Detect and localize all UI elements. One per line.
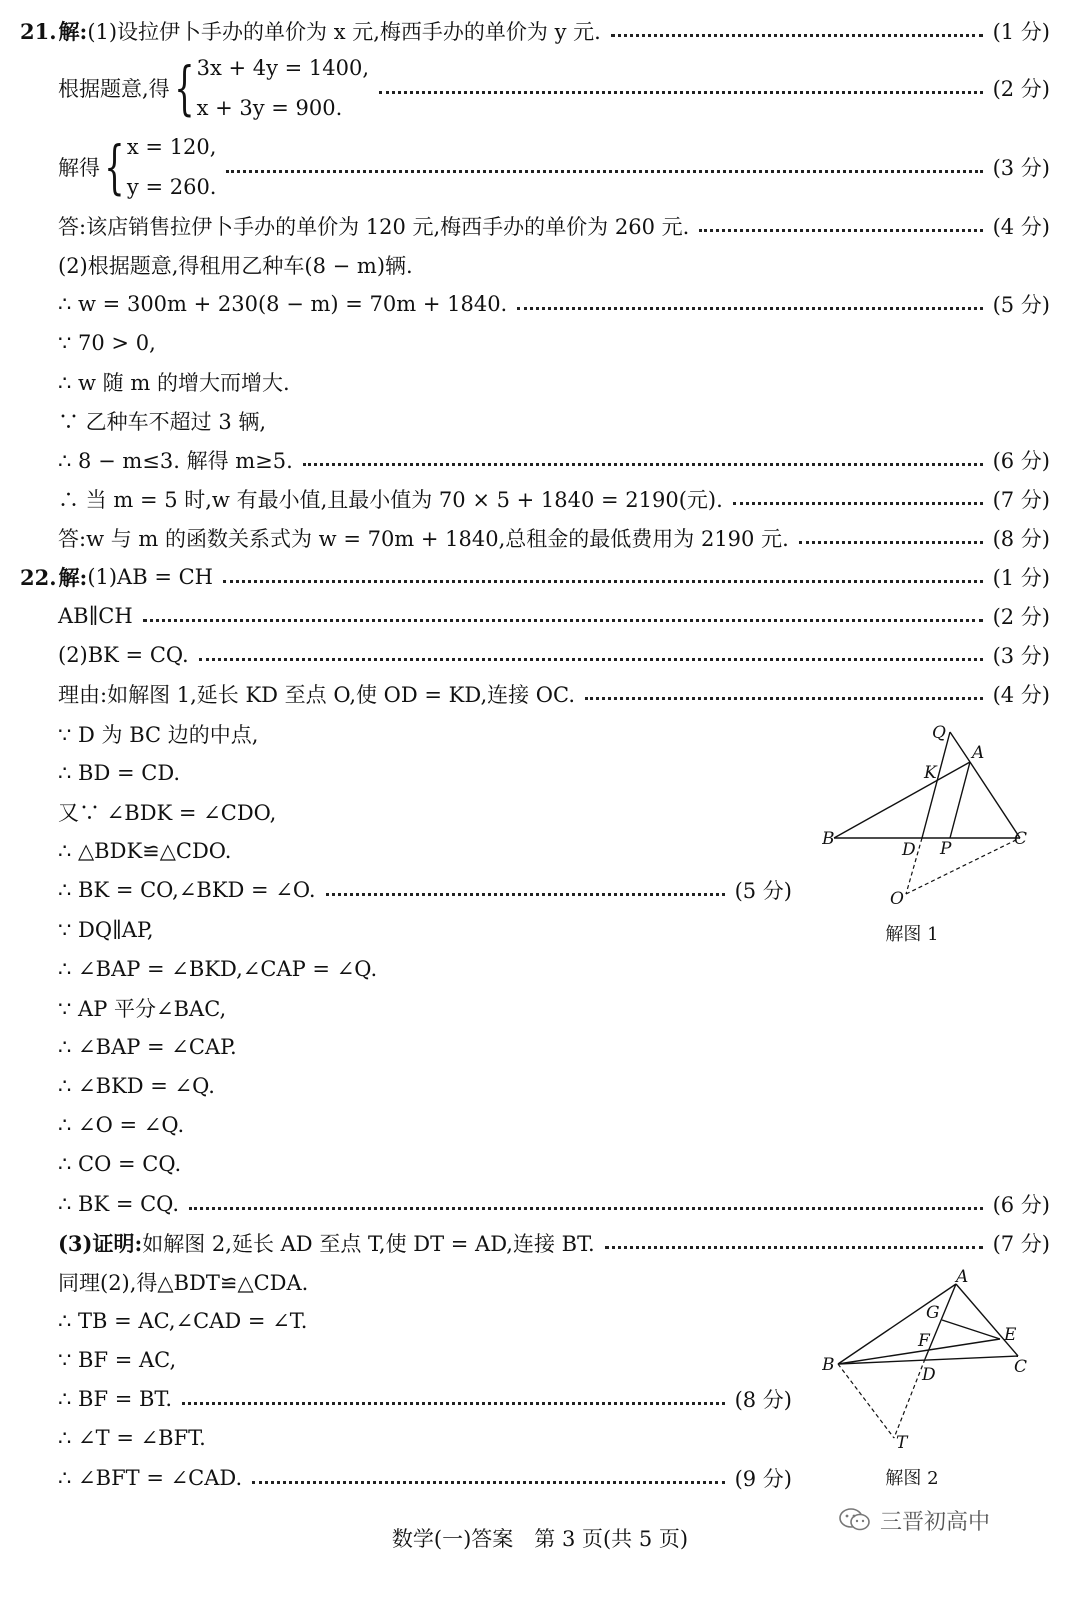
q22-line xyxy=(58,989,1050,1027)
line-text: ∵ BF = AC, xyxy=(58,1348,177,1372)
score: (1 分) xyxy=(992,566,1050,590)
score: (5 分) xyxy=(734,879,792,903)
label-d: D xyxy=(902,840,916,860)
label-t: T xyxy=(896,1433,908,1453)
line-text: (1)AB = CH xyxy=(87,565,213,589)
segment-oc-dashed xyxy=(906,838,1020,894)
q22-line xyxy=(58,950,1050,988)
score: (4 分) xyxy=(992,215,1050,239)
leader-dots xyxy=(182,1401,725,1405)
proof-label: (3)证明: xyxy=(58,1231,143,1256)
label-f: F xyxy=(918,1331,930,1351)
segment-ba xyxy=(834,762,970,838)
page-footer: 数学(一)答案 第 3 页(共 5 页) xyxy=(391,1527,689,1551)
leader-dots xyxy=(799,540,983,544)
score: (3 分) xyxy=(992,644,1050,668)
line-text: 理由:如解图 1,延长 KD 至点 O,使 OD = KD,连接 OC. xyxy=(58,683,576,707)
equation-system xyxy=(170,48,369,128)
q21-line xyxy=(58,363,1050,401)
leader-dots xyxy=(199,657,983,661)
score: (1 分) xyxy=(992,20,1050,44)
q21-line xyxy=(58,519,1050,557)
figure-1-caption: 解图 1 xyxy=(885,924,939,945)
q21-line xyxy=(58,324,1050,362)
line-text: ∴ ∠BKD = ∠Q. xyxy=(58,1074,215,1098)
line-text: ∴ ∠BAP = ∠BKD,∠CAP = ∠Q. xyxy=(58,957,378,981)
q22-line xyxy=(58,636,1050,674)
equation: x = 120, xyxy=(126,135,217,159)
score: (4 分) xyxy=(992,683,1050,707)
label-e: E xyxy=(1004,1325,1017,1345)
q22-line xyxy=(58,1419,792,1457)
line-text: (2)BK = CQ. xyxy=(58,643,189,667)
q21-system-2-prefix: 解得 xyxy=(58,156,100,180)
segment-dt-dashed xyxy=(894,1359,925,1438)
q22-line xyxy=(58,1067,1050,1105)
line-text: 答:该店销售拉伊卜手办的单价为 120 元,梅西手办的单价为 260 元. xyxy=(58,215,690,239)
score: (7 分) xyxy=(992,488,1050,512)
q22-line xyxy=(58,1145,1050,1183)
q21-text-1: (1)设拉伊卜手办的单价为 x 元,梅西手办的单价为 y 元. xyxy=(87,20,601,44)
line-text: ∴ BK = CQ. xyxy=(58,1192,180,1216)
label-p: P xyxy=(940,839,952,859)
score: (3 分) xyxy=(992,156,1050,180)
q21-system-1-prefix: 根据题意,得 xyxy=(58,77,170,101)
score: (9 分) xyxy=(734,1467,792,1491)
brace-icon: { xyxy=(173,54,195,122)
line-text: AB∥CH xyxy=(58,604,133,628)
q22-line xyxy=(58,715,792,753)
wechat-icon xyxy=(838,1507,872,1533)
score: (8 分) xyxy=(734,1388,792,1412)
leader-dots xyxy=(733,501,983,505)
score: (6 分) xyxy=(992,449,1050,473)
equation: 3x + 4y = 1400, xyxy=(196,56,370,80)
label-b: B xyxy=(822,1355,835,1375)
label-g: G xyxy=(926,1303,940,1323)
q21-system-1 xyxy=(58,48,1050,128)
label-a: A xyxy=(956,1268,969,1287)
figure-2-caption: 解图 2 xyxy=(885,1468,939,1489)
score: (2 分) xyxy=(992,605,1050,629)
q21-label: 解: xyxy=(58,19,88,44)
line-text: ∴ ∠BFT = ∠CAD. xyxy=(58,1466,243,1490)
leader-dots xyxy=(223,579,983,583)
q21-line xyxy=(58,480,1050,518)
leader-dots xyxy=(252,1480,724,1484)
q22-line xyxy=(58,871,792,909)
q22-line xyxy=(58,1106,1050,1144)
q22-line xyxy=(58,911,792,949)
segment-ap xyxy=(950,762,970,838)
q22-line xyxy=(58,1302,792,1340)
leader-dots xyxy=(517,306,982,310)
leader-dots xyxy=(143,618,983,622)
line-text: 答:w 与 m 的函数关系式为 w = 70m + 1840,总租金的最低费用为 2190 元. xyxy=(58,527,789,551)
segment-dq xyxy=(922,732,950,838)
equation-system xyxy=(100,127,216,207)
line-text: 同理(2),得△BDT≌△CDA. xyxy=(58,1271,309,1295)
line-text: 如解图 2,延长 AD 至点 T,使 DT = AD,连接 BT. xyxy=(142,1232,595,1256)
line-text: ∴ 8 − m≤3. 解得 m≥5. xyxy=(58,449,293,473)
label-o: O xyxy=(890,889,904,909)
line-text: ∵ 乙种车不超过 3 辆, xyxy=(58,410,267,434)
segment-bt-dashed xyxy=(838,1364,894,1438)
line-text: ∵ DQ∥AP, xyxy=(58,918,154,942)
watermark xyxy=(838,1500,990,1540)
line-text: ∵ 70 > 0, xyxy=(58,331,156,355)
leader-dots xyxy=(585,696,983,700)
line-text: ∴ ∠T = ∠BFT. xyxy=(58,1426,206,1450)
q21-number: 21. xyxy=(20,18,57,44)
line-text: (2)根据题意,得租用乙种车(8 − m)辆. xyxy=(58,254,413,278)
line-text: ∴ TB = AC,∠CAD = ∠T. xyxy=(58,1309,308,1333)
q22-line xyxy=(58,1263,792,1301)
q22-line xyxy=(58,597,1050,635)
label-c: C xyxy=(1014,1357,1028,1377)
label-b: B xyxy=(822,829,835,849)
line-text: ∴ CO = CQ. xyxy=(58,1152,182,1176)
line-text: ∴ BF = BT. xyxy=(58,1387,173,1411)
leader-dots xyxy=(605,1245,983,1249)
q22-label: 解: xyxy=(58,565,88,590)
segment-ac xyxy=(970,762,1020,838)
equation: y = 260. xyxy=(126,175,217,199)
label-q: Q xyxy=(932,723,946,743)
score: (5 分) xyxy=(992,293,1050,317)
segment-qa xyxy=(950,732,970,762)
line-text: ∵ D 为 BC 边的中点, xyxy=(58,723,259,747)
figure-1-diagram xyxy=(822,718,1032,913)
line-text: 又∵ ∠BDK = ∠CDO, xyxy=(58,801,277,825)
q22-line xyxy=(58,1224,1050,1262)
line-text: ∵ AP 平分∠BAC, xyxy=(58,997,227,1021)
line-text: ∴ ∠O = ∠Q. xyxy=(58,1113,185,1137)
q21-line xyxy=(58,207,1050,245)
label-d: D xyxy=(922,1365,936,1385)
segment-ge xyxy=(942,1320,1000,1339)
q22-number: 22. xyxy=(20,564,57,590)
leader-dots xyxy=(326,892,725,896)
q22-line xyxy=(58,1380,792,1418)
segment-ba xyxy=(838,1284,956,1364)
score: (6 分) xyxy=(992,1193,1050,1217)
q21-line xyxy=(58,246,1050,284)
leader-dots xyxy=(189,1206,983,1210)
segment-ac xyxy=(956,1284,1018,1356)
equation: x + 3y = 900. xyxy=(196,96,343,120)
q22-line xyxy=(58,1341,792,1379)
leader-dots xyxy=(303,462,983,466)
score: (7 分) xyxy=(992,1232,1050,1256)
label-a: A xyxy=(972,743,985,763)
line-text: ∴ w 随 m 的增大而增大. xyxy=(58,371,290,395)
figure-2 xyxy=(822,1268,1032,1458)
q22-line xyxy=(58,675,1050,713)
q22-line xyxy=(58,832,792,870)
q22-line xyxy=(58,793,792,831)
line-text: ∴ w = 300m + 230(8 − m) = 70m + 1840. xyxy=(58,292,508,316)
q21-line xyxy=(58,441,1050,479)
q22-line xyxy=(58,1185,1050,1223)
leader-dots xyxy=(379,90,983,94)
figure-1 xyxy=(822,718,1032,913)
leader-dots xyxy=(611,33,983,37)
leader-dots xyxy=(226,169,982,173)
label-k: K xyxy=(924,763,937,783)
figure-2-diagram xyxy=(822,1268,1032,1458)
line-text: ∴ BD = CD. xyxy=(58,761,181,785)
q21-line xyxy=(58,285,1050,323)
q21-line xyxy=(58,402,1050,440)
q21-line-1 xyxy=(20,12,1050,50)
brace-icon: { xyxy=(104,133,125,201)
q22-line xyxy=(58,754,792,792)
watermark-text: 三晋初高中 xyxy=(880,1509,991,1535)
q22-line xyxy=(58,1459,792,1497)
label-c: C xyxy=(1014,829,1028,849)
score: (8 分) xyxy=(992,527,1050,551)
line-text: ∴ ∠BAP = ∠CAP. xyxy=(58,1035,237,1059)
line-text: ∴ △BDK≌△CDO. xyxy=(58,839,232,863)
leader-dots xyxy=(699,228,982,232)
score: (2 分) xyxy=(992,77,1050,101)
q21-system-2 xyxy=(58,127,1050,207)
q22-line-1 xyxy=(20,558,1050,596)
q22-line xyxy=(58,1028,1050,1066)
line-text: ∴ 当 m = 5 时,w 有最小值,且最小值为 70 × 5 + 1840 = 2190(元). xyxy=(58,488,723,512)
line-text: ∴ BK = CO,∠BKD = ∠O. xyxy=(58,878,316,902)
